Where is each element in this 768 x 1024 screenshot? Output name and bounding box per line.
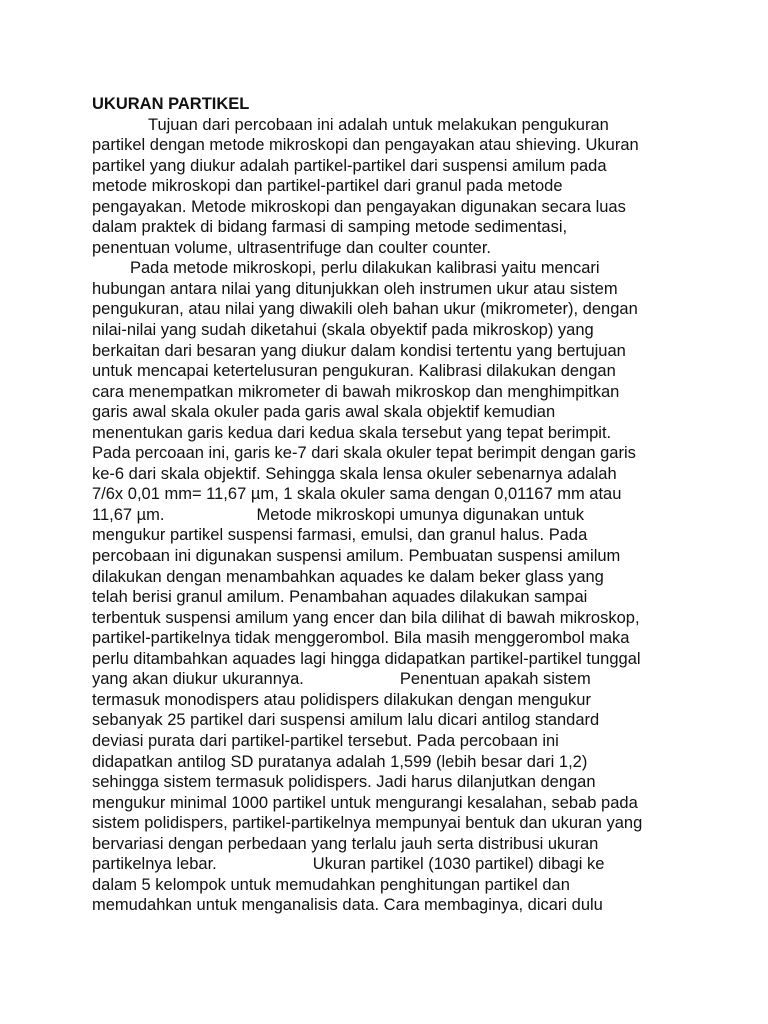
paragraph-line: partikel-partikelnya tidak menggerombol. Bila masih menggerombol maka	[92, 629, 630, 648]
paragraph-line: untuk mencapai ketertelusuran pengukuran. Kalibrasi dilakukan dengan	[92, 362, 616, 381]
paragraph-line: cara menempatkan mikrometer di bawah mikroskop dan menghimpitkan	[92, 382, 620, 401]
paragraph-line: mengukur minimal 1000 partikel untuk mengurangi kesalahan, sebab pada	[92, 793, 638, 812]
paragraph-line: dalam praktek di bidang farmasi di samping metode sedimentasi,	[92, 218, 568, 237]
paragraph-line: sebanyak 25 partikel dari suspensi amilum lalu dicari antilog standard	[92, 711, 600, 730]
paragraph-line-right: Penentuan apakah sistem	[399, 670, 591, 689]
paragraph-line: garis awal skala okuler pada garis awal skala objektif kemudian	[92, 403, 556, 422]
paragraph-line: hubungan antara nilai yang ditunjukkan oleh instrumen ukur atau sistem	[92, 279, 618, 298]
document-title: UKURAN PARTIKEL	[92, 95, 250, 113]
paragraph-line: metode mikroskopi dan partikel-partikel dari granul pada metode	[92, 177, 563, 196]
paragraph-line: mengukur partikel suspensi farmasi, emulsi, dan granul halus. Pada	[92, 526, 588, 545]
paragraph-line-right: Metode mikroskopi umunya digunakan untuk	[256, 505, 584, 524]
paragraph-line: terbentuk suspensi amilum yang encer dan bila dilihat di bawah mikroskop,	[92, 608, 640, 627]
paragraph-line: ke-6 dari skala objektif. Sehingga skala lensa okuler sebenarnya adalah	[92, 464, 617, 483]
paragraph-line: penentuan volume, ultrasentrifuge dan coulter counter.	[92, 238, 492, 257]
paragraph-line: berkaitan dari besaran yang diukur dalam kondisi tertentu yang bertujuan	[92, 341, 626, 360]
paragraph-line-left: 11,67 µm.	[92, 505, 165, 524]
paragraph-line-left: partikelnya lebar.	[92, 855, 217, 874]
paragraph-line: didapatkan antilog SD puratanya adalah 1,599 (lebih besar dari 1,2)	[92, 752, 588, 771]
paragraph-line-split	[92, 669, 712, 690]
paragraph-line: pengayakan. Metode mikroskopi dan pengayakan digunakan secara luas	[92, 197, 626, 216]
paragraph-line: Tujuan dari percobaan ini adalah untuk melakukan pengukuran	[148, 115, 609, 134]
paragraph-line: dalam 5 kelompok untuk memudahkan penghitungan partikel dan	[92, 875, 570, 894]
paragraph-line: partikel dengan metode mikroskopi dan pengayakan atau shieving. Ukuran	[92, 136, 639, 155]
paragraph-line: termasuk monodispers atau polidispers dilakukan dengan mengukur	[92, 690, 591, 709]
paragraph-line: nilai-nilai yang sudah diketahui (skala obyektif pada mikroskop) yang	[92, 321, 594, 340]
paragraph-line-left: yang akan diukur ukurannya.	[92, 670, 304, 689]
paragraph-line: dilakukan dengan menambahkan aquades ke dalam beker glass yang	[92, 567, 604, 586]
paragraph-line: memudahkan untuk menganalisis data. Cara membaginya, dicari dulu	[92, 896, 603, 915]
paragraph-line: bervariasi dengan perbedaan yang terlalu jauh serta distribusi ukuran	[92, 834, 599, 853]
paragraph-line: 7/6x 0,01 mm= 11,67 µm, 1 skala okuler sama dengan 0,01167 mm atau	[92, 485, 622, 504]
paragraph-line: sistem polidispers, partikel-partikelnya mempunyai bentuk dan ukuran yang	[92, 814, 643, 833]
paragraph-line: Pada percoaan ini, garis ke-7 dari skala okuler tepat berimpit dengan garis	[92, 444, 636, 463]
paragraph-line: deviasi purata dari partikel-partikel tersebut. Pada percobaan ini	[92, 731, 559, 750]
paragraph-line: menentukan garis kedua dari kedua skala tersebut yang tepat berimpit.	[92, 423, 612, 442]
paragraph-line: telah berisi granul amilum. Penambahan aquades dilakukan sampai	[92, 588, 588, 607]
paragraph-line-right: Ukuran partikel (1030 partikel) dibagi ke	[312, 855, 605, 874]
paragraph-line-split	[92, 854, 712, 875]
document-page	[92, 94, 712, 916]
paragraph-line-split	[92, 505, 712, 526]
paragraph-line: sehingga sistem termasuk polidispers. Jadi harus dilanjutkan dengan	[92, 773, 596, 792]
paragraph-line: partikel yang diukur adalah partikel-partikel dari suspensi amilum pada	[92, 156, 607, 175]
paragraph-line: Pada metode mikroskopi, perlu dilakukan kalibrasi yaitu mencari	[130, 259, 600, 278]
paragraph-line: perlu ditambahkan aquades lagi hingga didapatkan partikel-partikel tunggal	[92, 649, 641, 668]
paragraph-line: pengukuran, atau nilai yang diwakili oleh bahan ukur (mikrometer), dengan	[92, 300, 638, 319]
paragraph-line: percobaan ini digunakan suspensi amilum. Pembuatan suspensi amilum	[92, 547, 621, 566]
